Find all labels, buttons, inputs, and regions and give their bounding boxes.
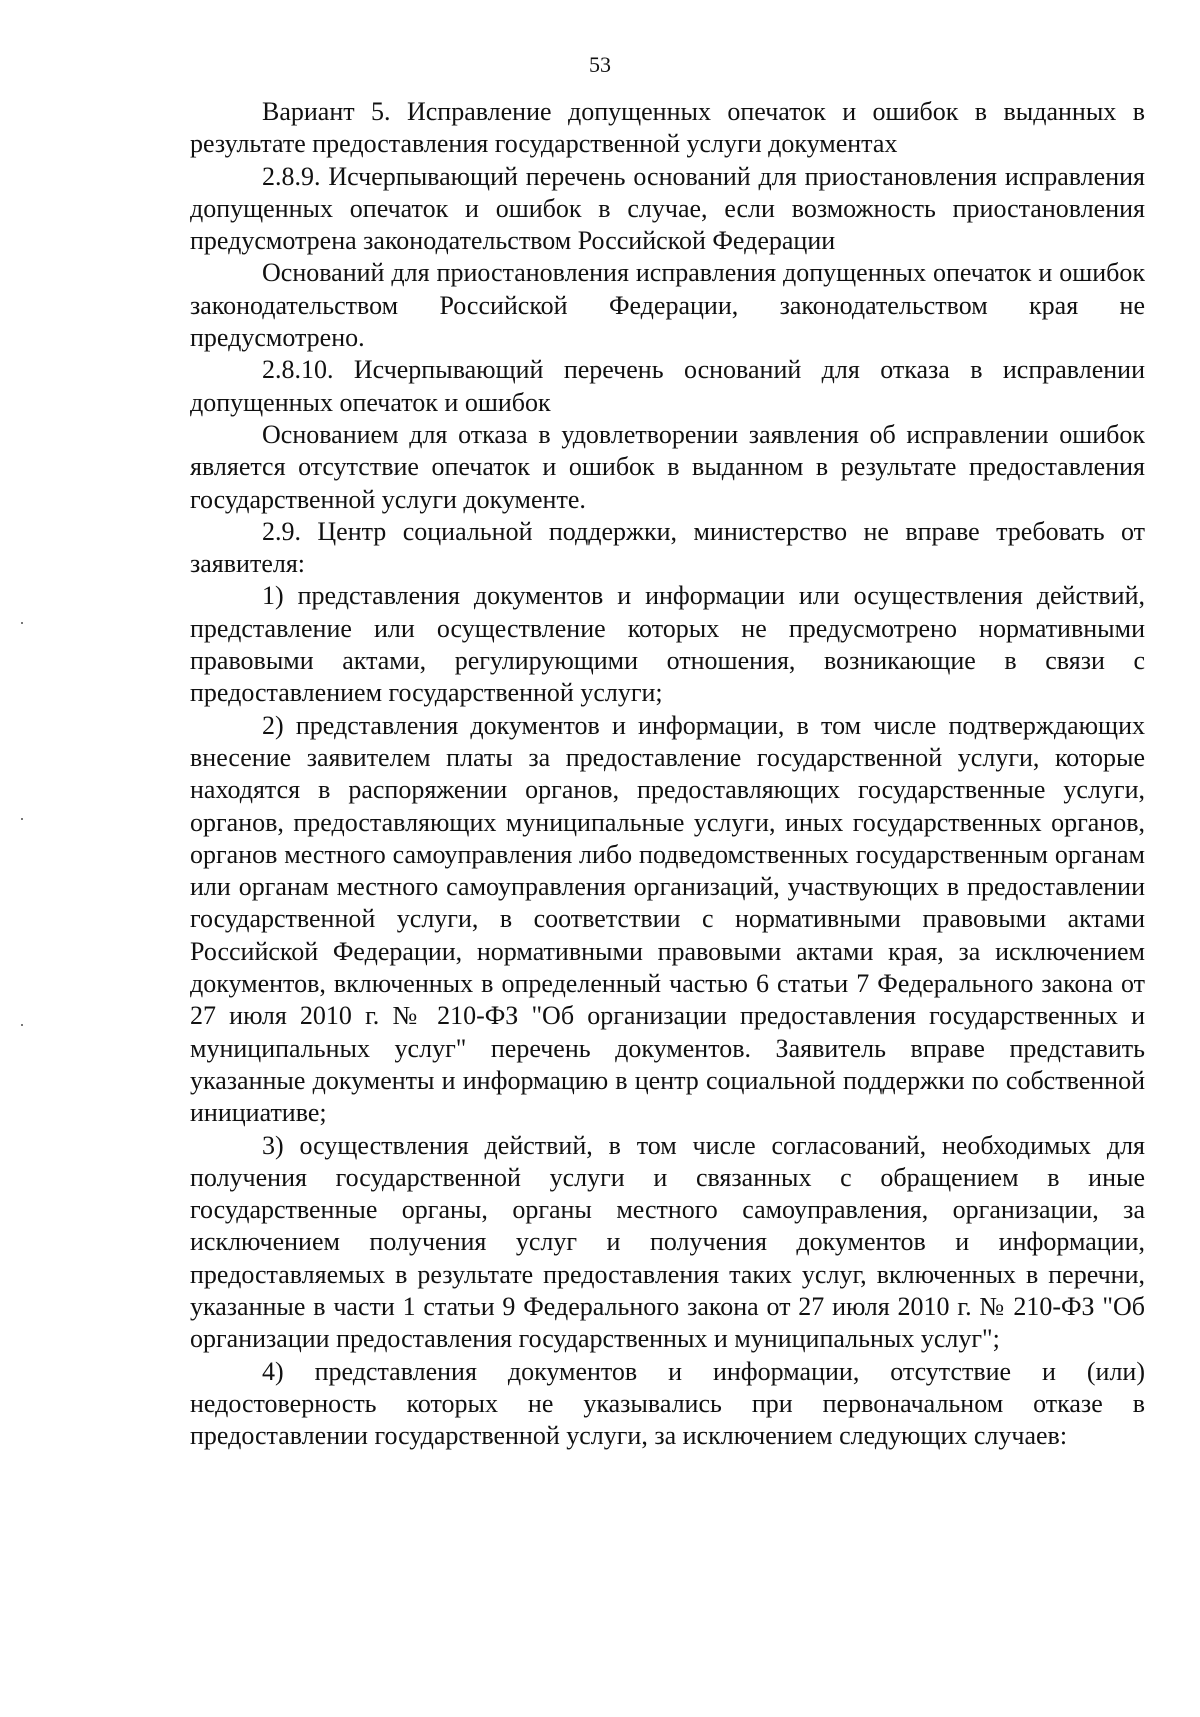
paragraph-2-8-9-heading: 2.8.9. Исчерпывающий перечень оснований для приостановления исправления допущенных опечаток и ошибок в случае, если возможность приостановления предусмотрена законодательством Российской Федерации [190,161,1145,256]
page-number: 53 [589,52,611,77]
document-body [190,96,1145,1452]
paragraph-item-2: 2) представления документов и информации, в том числе подтверждающих внесение заявителем платы за предоставление государственной услуги, которые находятся в распоряжении органов, предоставляющих государственные услуги, органов, предоставляющих муниципальные услуги, иных государственных органов, органов местного самоуправления либо подведомственных государственным органам или органам местного самоуправления организаций, участвующих в предоставлении государственной услуги, в соответствии с нормативными правовыми актами Российской Федерации, нормативными правовыми актами края, за исключением документов, включенных в определенный частью 6 статьи 7 Федерального закона от 27 июля 2010 г. № 210-ФЗ "Об организации предоставления государственных и муниципальных услуг" перечень документов. Заявитель вправе представить указанные документы и информацию в центр социальной поддержки по собственной инициативе; [190,710,1145,1128]
paragraph-2-8-9-text: Оснований для приостановления исправления допущенных опечаток и ошибок законодательством Российской Федерации, законодательством края не предусмотрено. [190,258,1145,353]
paragraph-item-3: 3) осуществления действий, в том числе согласований, необходимых для получения государственной услуги и связанных с обращением в иные государственные органы, органы местного самоуправления, организации, за исключением получения услуг и получения документов и информации, предоставляемых в результате предоставления таких услуг, включенных в перечни, указанные в части 1 статьи 9 Федерального закона от 27 июля 2010 г. № 210-ФЗ "Об организации предоставления государственных и муниципальных услуг"; [190,1130,1145,1354]
paragraph-item-1: 1) представления документов и информации или осуществления действий, представление или осуществление которых не предусмотрено нормативными правовыми актами, регулирующими отношения, возникающие в связи с предоставлением государственной услуги; [190,581,1145,708]
paragraph-2-8-10-text: Основанием для отказа в удовлетворении заявления об исправлении ошибок является отсутствие опечаток и ошибок в выданном в результате предоставления государственной услуги документе. [190,419,1145,514]
scan-edge-mark [21,818,23,820]
scan-edge-mark [21,1024,23,1026]
paragraph-2-9: 2.9. Центр социальной поддержки, министерство не вправе требовать от заявителя: [190,516,1145,579]
scan-edge-mark [21,622,23,624]
paragraph-item-4: 4) представления документов и информации, отсутствие и (или) недостоверность которых не указывались при первоначальном отказе в предоставлении государственной услуги, за исключением следующих случаев: [190,1356,1145,1451]
paragraph-variant-5-heading: Вариант 5. Исправление допущенных опечаток и ошибок в выданных в результате предоставления государственной услуги документах [190,97,1145,159]
paragraph-2-8-10-heading: 2.8.10. Исчерпывающий перечень оснований для отказа в исправлении допущенных опечаток и ошибок [190,355,1145,417]
